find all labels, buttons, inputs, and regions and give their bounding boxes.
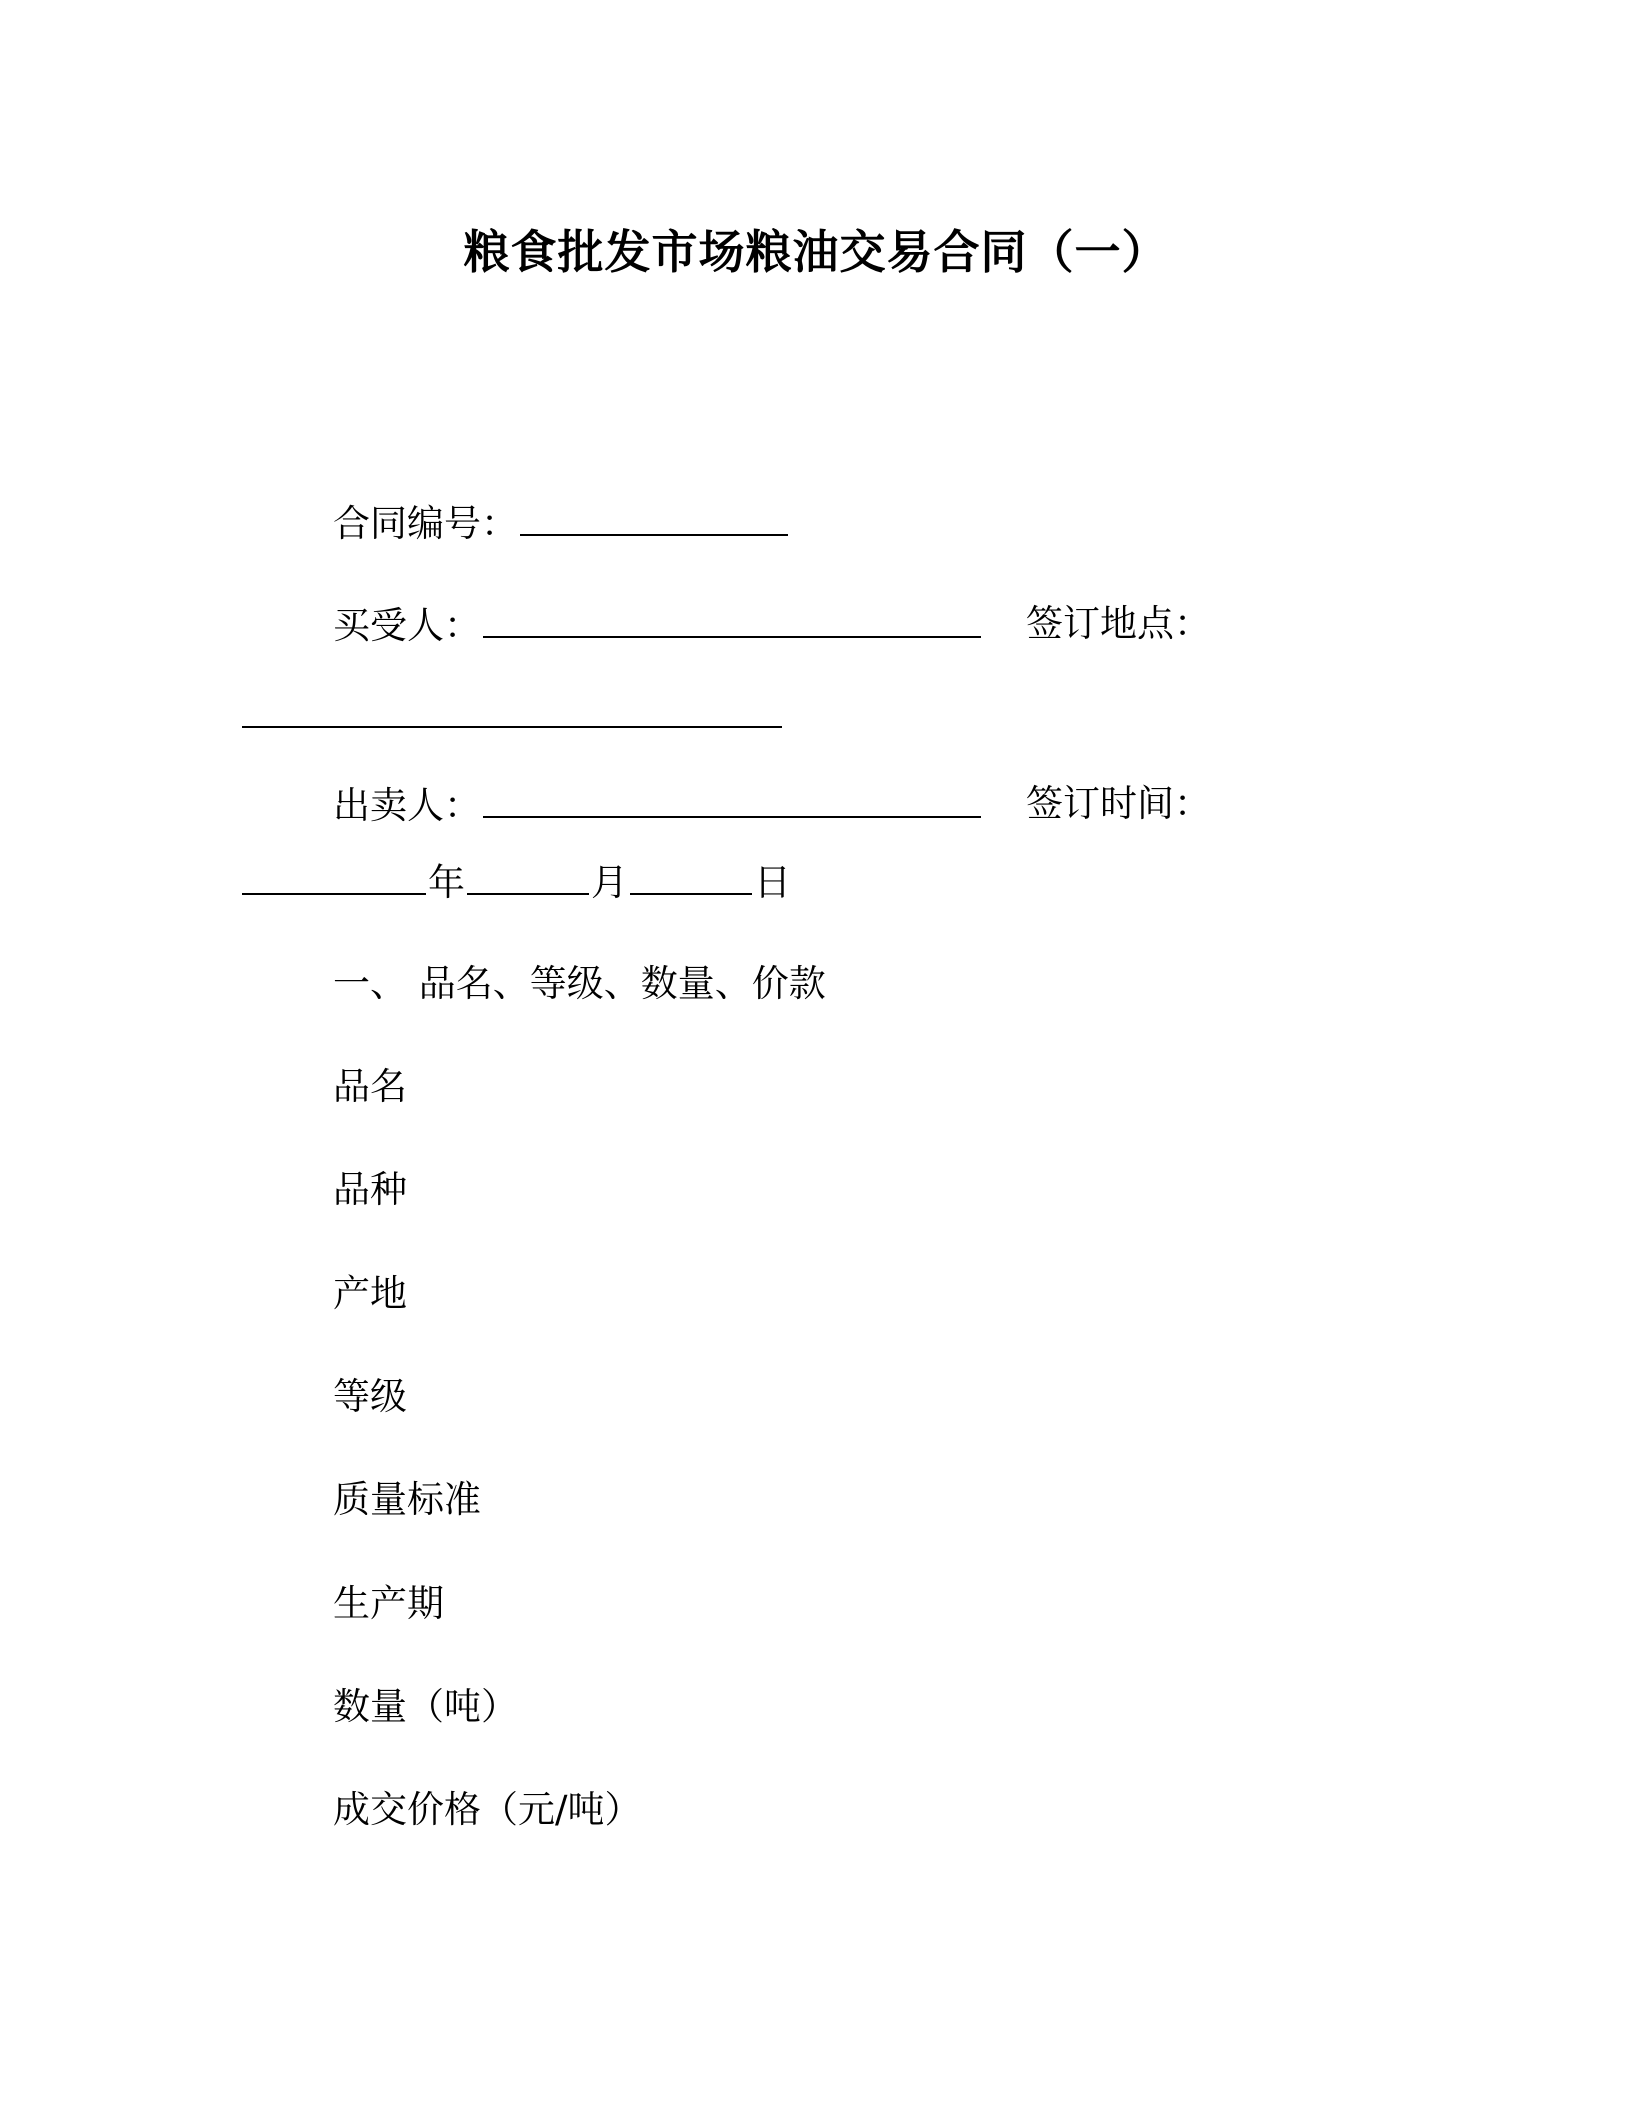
seller-blank[interactable] [483,780,981,818]
buyer-label: 买受人： [333,604,481,647]
section-1-heading: 一、 品名、等级、数量、价款 [333,962,826,1005]
buyer-blank[interactable] [483,600,981,638]
contract-number-blank[interactable] [520,498,788,536]
buyer-row [333,600,983,650]
item-origin: 产地 [333,1272,407,1315]
item-grade: 等级 [333,1375,407,1418]
day-blank[interactable] [630,857,752,895]
item-production-date: 生产期 [333,1582,444,1625]
sign-time-label: 签订时间： [1026,782,1211,825]
document-title: 粮食批发市场粮油交易合同（一） [463,225,1169,279]
sign-place-row [240,690,784,740]
sign-date-row [240,857,791,907]
day-label: 日 [754,861,791,904]
sign-place-blank[interactable] [242,690,782,728]
year-label: 年 [428,861,465,904]
item-quality-standard: 质量标准 [333,1478,481,1521]
contract-number-label: 合同编号： [333,502,518,545]
month-blank[interactable] [467,857,589,895]
item-variety: 品种 [333,1168,407,1211]
item-price: 成交价格（元/吨） [333,1788,642,1831]
item-quantity: 数量（吨） [333,1685,518,1728]
year-blank[interactable] [242,857,426,895]
contract-number-row [333,498,790,548]
sign-place-label: 签订地点： [1026,602,1211,645]
item-product-name: 品名 [333,1065,407,1108]
month-label: 月 [591,861,628,904]
seller-row [333,780,983,830]
seller-label: 出卖人： [333,784,481,827]
